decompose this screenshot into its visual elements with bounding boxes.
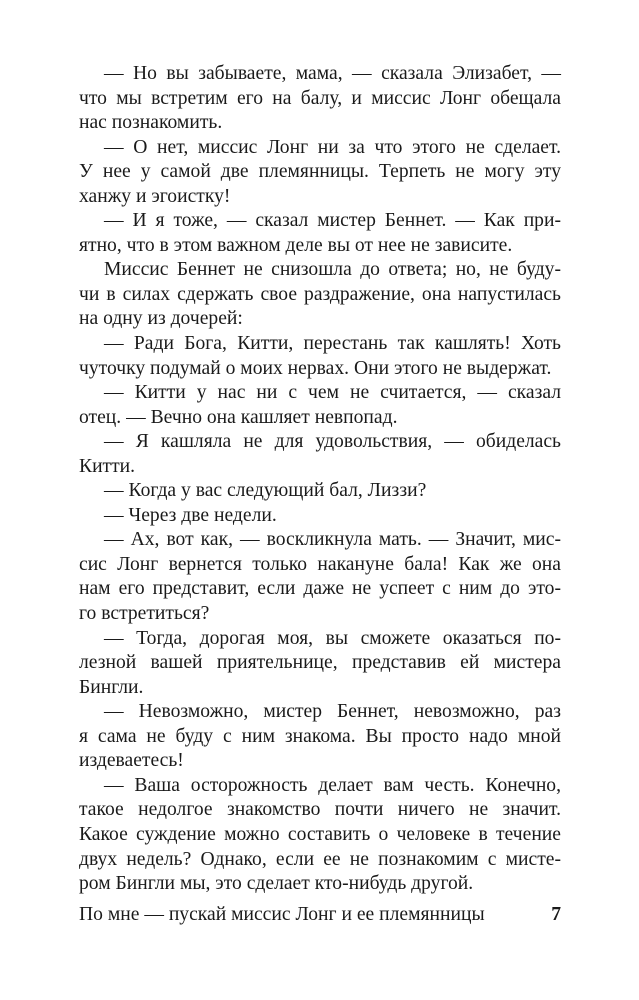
text-line: ханжу и эгоистку!: [79, 185, 231, 207]
paragraph: [79, 479, 561, 504]
paragraph: [79, 700, 561, 774]
paragraph: [79, 332, 561, 381]
text-line: такое недолгое знакомство почти ничего не значит.: [79, 799, 561, 821]
text-line: на одну из дочерей:: [79, 308, 243, 330]
text-line: — Ах, вот как, — воскликнула мать. — Значит, мис-: [104, 529, 561, 551]
text-line: — И я тоже, — сказал мистер Беннет. — Как при-: [104, 210, 561, 232]
text-line: — О нет, миссис Лонг ни за что этого не сделает.: [104, 136, 561, 158]
text-line: лезной вашей приятельнице, представив ей мистера: [79, 652, 561, 674]
paragraph: [79, 504, 561, 529]
text-line: Китти.: [79, 455, 136, 477]
text-line: нам его представит, если даже не успеет с ним до это-: [79, 578, 561, 600]
text-line: нас познакомить.: [79, 112, 223, 134]
body-text: [79, 62, 561, 897]
text-line: Бингли.: [79, 676, 144, 698]
paragraph: [79, 774, 561, 897]
text-line: — Но вы забываете, мама, — сказала Элизабет, —: [104, 63, 561, 84]
text-line: ром Бингли мы, это сделает кто-нибудь другой.: [79, 873, 474, 895]
paragraph: [79, 381, 561, 430]
text-line: чуточку подумай о моих нервах. Они этого не выдержат.: [79, 357, 552, 379]
text-line: го встретиться?: [79, 603, 210, 625]
text-line: я сама не буду с ним знакома. Вы просто надо мной: [79, 725, 561, 747]
page-footer: [79, 903, 561, 929]
text-line: двух недель? Однако, если ее не познакомим с мисте-: [79, 848, 561, 870]
text-line: чи в силах сдержать свое раздражение, она напустилась: [79, 283, 561, 305]
text-line: — Когда у вас следующий бал, Лиззи?: [104, 480, 427, 502]
text-line: — Через две недели.: [104, 504, 277, 526]
text-line: У нее у самой две племянницы. Терпеть не могу эту: [79, 161, 561, 183]
paragraph: [79, 209, 561, 258]
page-number: 7: [551, 904, 561, 925]
text-line: — Ради Бога, Китти, перестань так кашлять! Хоть: [104, 333, 561, 355]
text-line: Миссис Беннет не снизошла до ответа; но, не буду-: [104, 259, 561, 281]
paragraph: [79, 136, 561, 210]
text-line: что мы встретим его на балу, и миссис Лонг обещала: [79, 87, 561, 109]
paragraph: [79, 627, 561, 701]
paragraph: [79, 62, 561, 136]
text-line: издеваетесь!: [79, 750, 184, 772]
text-line: сис Лонг вернется только накануне бала! Как же она: [79, 553, 561, 575]
text-line: — Я кашляла не для удовольствия, — обиделась: [104, 431, 561, 453]
continuation-line: По мне — пускай миссис Лонг и ее племянницы: [79, 904, 485, 925]
text-line: — Тогда, дорогая моя, вы сможете оказаться по-: [104, 627, 561, 649]
paragraph: [79, 528, 561, 626]
paragraph: [79, 258, 561, 332]
paragraph: [79, 430, 561, 479]
text-line: — Невозможно, мистер Беннет, невозможно, раз: [104, 701, 561, 723]
text-line: Какое суждение можно составить о человеке в течение: [79, 823, 561, 845]
text-line: — Китти у нас ни с чем не считается, — сказал: [104, 382, 561, 404]
text-line: отец. — Вечно она кашляет невпопад.: [79, 406, 398, 428]
text-line: — Ваша осторожность делает вам честь. Конечно,: [104, 774, 561, 796]
text-line: ятно, что в этом важном деле вы от нее не зависите.: [79, 234, 513, 256]
